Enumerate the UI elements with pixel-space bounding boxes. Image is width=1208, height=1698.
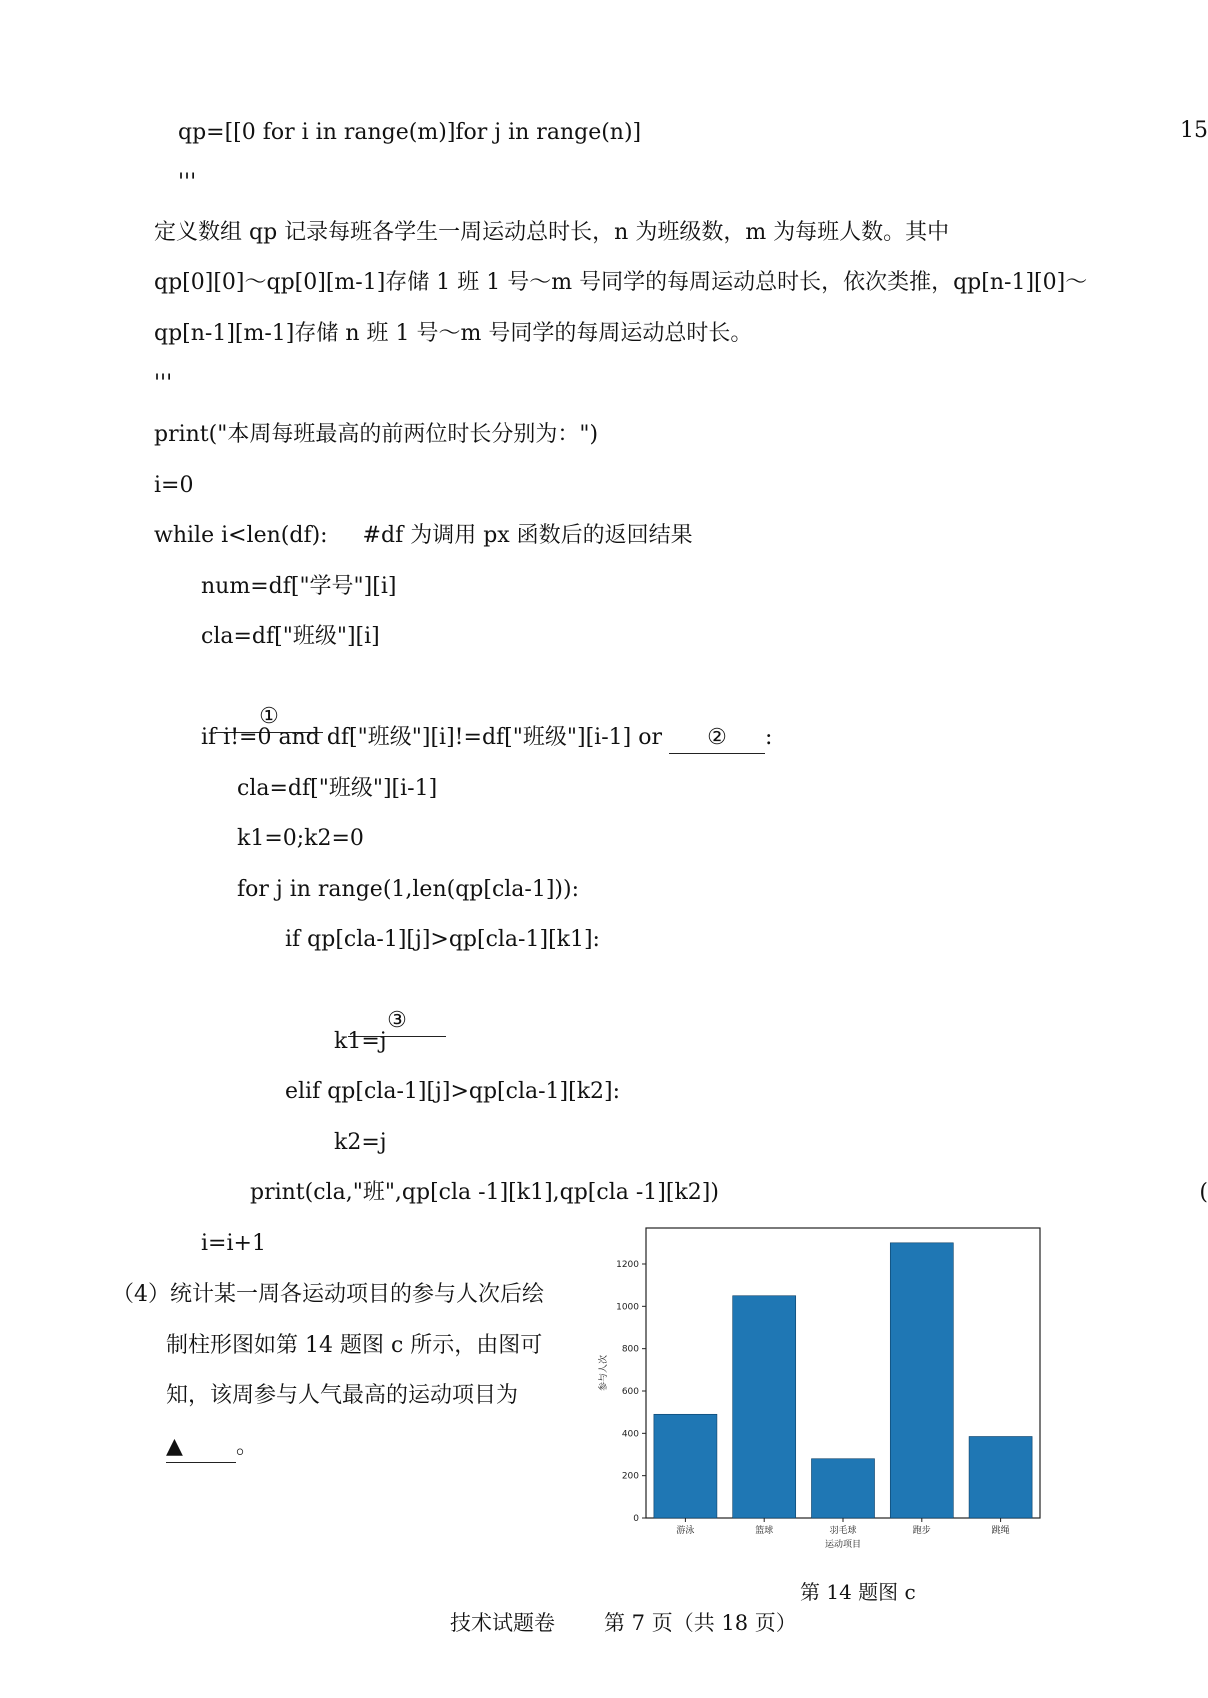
bar [890,1243,953,1518]
y-tick-label: 400 [621,1429,639,1440]
if-colon: : [764,725,773,750]
code-docstring-open: ''' [178,170,197,195]
code-line-i-init: i=0 [154,473,194,498]
x-tick-label: 羽毛球 [829,1526,857,1536]
code-docstring-close: ''' [154,371,173,396]
x-tick-label: 游泳 [676,1526,695,1536]
answer-blank-3: ③ [348,1006,446,1037]
code-line-cla: cla=df["班级"][i] [201,624,380,649]
bar [811,1459,874,1518]
bar [733,1296,796,1518]
bar [654,1414,717,1518]
y-tick-label: 1200 [616,1259,639,1270]
bar-chart [590,1220,1050,1560]
y-axis-label: 参与人次 [599,1354,609,1392]
code-line-increment: i=i+1 [201,1231,266,1256]
code-line-if-class-change [201,723,772,754]
code-line-k2-assign: k2=j [334,1130,387,1155]
answer-blank-4: ▲ [166,1432,236,1463]
code-comment-line-3: qp[n-1][m-1]存储 n 班 1 号～m 号同学的每周运动总时长。 [154,321,753,346]
edge-mark-mid: ( [1199,1180,1208,1205]
code-line-elif-k2: elif qp[cla-1][j]>qp[cla-1][k2]: [285,1079,621,1104]
code-line-print-title: print("本周每班最高的前两位时长分别为：") [154,422,599,447]
x-tick-label: 跳绳 [991,1526,1010,1536]
bar-chart-svg [590,1220,1050,1560]
y-tick-label: 1000 [616,1302,639,1313]
code-line-print-result: print(cla,"班",qp[cla -1][k1],qp[cla -1][k2]) [250,1180,719,1205]
code-line-k-init: k1=0;k2=0 [237,826,364,851]
answer-blank-2: ② [669,723,765,754]
question-4-line-3: 知，该周参与人气最高的运动项目为 [166,1383,519,1408]
y-tick-label: 600 [621,1386,639,1397]
if-condition-text: if i!=0 and df["班级"][i]!=df["班级"][i-1] or [201,725,669,750]
y-tick-label: 200 [621,1471,639,1482]
code-line-cla-prev: cla=df["班级"][i-1] [237,776,438,801]
code-line-for: for j in range(1,len(qp[cla-1])): [237,877,580,902]
code-line-k1-assign: k1=j [334,1029,387,1054]
bar [969,1437,1032,1518]
code-comment-line-1: 定义数组 qp 记录每班各学生一周运动总时长，n 为班级数，m 为每班人数。其中 [154,220,950,245]
question-4-line-1: （4）统计某一周各运动项目的参与人次后绘 [112,1282,544,1307]
x-tick-label: 篮球 [755,1526,774,1536]
code-line-qp-init: qp=[[0 for i in range(m)]for j in range(n)] [178,120,642,145]
code-line-num: num=df["学号"][i] [201,574,397,599]
footer-page-number: 第 7 页（共 18 页） [604,1611,797,1635]
x-axis-label: 运动项目 [824,1540,862,1550]
chart-caption: 第 14 题图 c [800,1580,916,1604]
x-tick-label: 跑步 [912,1526,931,1536]
code-line-if-k1: if qp[cla-1][j]>qp[cla-1][k1]: [285,927,600,952]
y-tick-label: 0 [633,1514,639,1524]
answer-blank-1: ① [215,702,323,733]
question-4-line-2: 制柱形图如第 14 题图 c 所示，由图可 [166,1333,543,1358]
answer-period: 。 [236,1434,259,1459]
edge-mark-top: 15 [1180,118,1208,143]
footer-title: 技术试题卷 [450,1611,555,1635]
code-comment-line-2: qp[0][0]～qp[0][m-1]存储 1 班 1 号～m 号同学的每周运动总时长，依次类推，qp[n-1][0]～ [154,270,1088,295]
y-tick-label: 800 [621,1344,639,1355]
code-line-while: while i<len(df): #df 为调用 px 函数后的返回结果 [154,523,693,548]
question-4-answer-line [166,1432,258,1463]
